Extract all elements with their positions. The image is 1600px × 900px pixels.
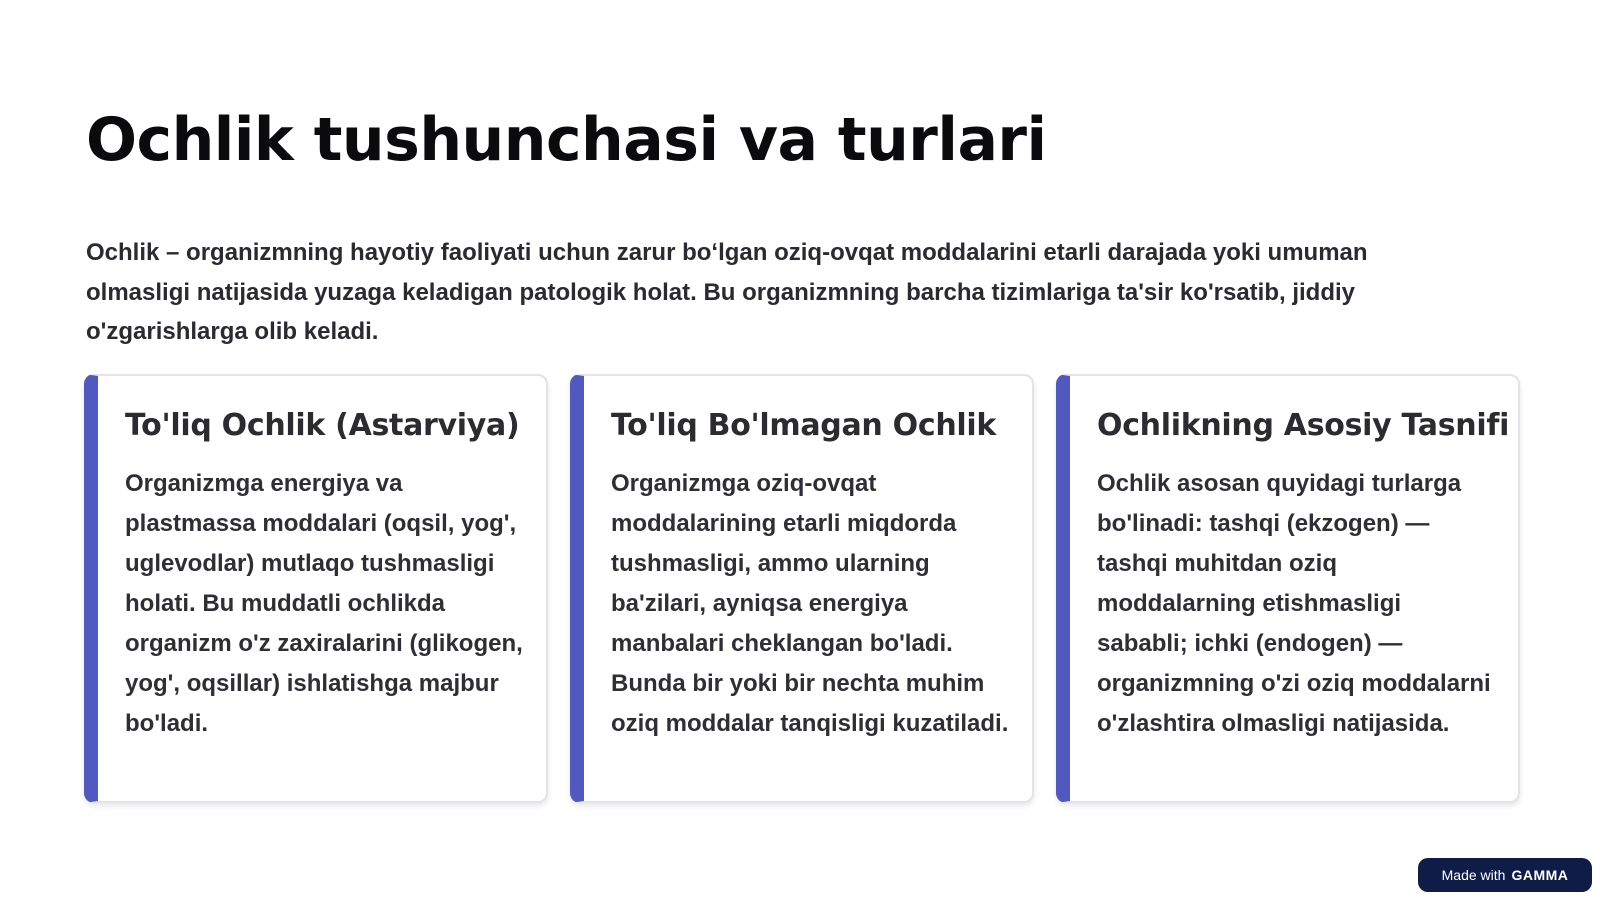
card-classification (1056, 374, 1520, 803)
card-body: Organizmga oziq-ovqat moddalarining etarli miqdorda tushmasligi, ammo ularning ba'zilari, ayniqsa energiya manbalari cheklangan bo'ladi. Bunda bir yoki bir nechta muhim oziq moddalar tanqisligi kuzatiladi. (611, 470, 1009, 737)
slide-title: Ochlik tushunchasi va turlari (86, 105, 1047, 175)
made-with-gamma-badge[interactable] (1418, 858, 1592, 892)
card-title: To'liq Ochlik (Astarviya) (125, 408, 520, 443)
card-body: Ochlik asosan quyidagi turlarga bo'linadi: tashqi (ekzogen) — tashqi muhitdan oziq moddalarning etishmasligi sababli; ichki (endogen) — organizmning o'zi oziq moddalarni o'zlashtira olmasligi natijasida. (1097, 470, 1491, 737)
gamma-logo: GAMMA (1511, 867, 1569, 883)
card-incomplete-starvation (570, 374, 1034, 803)
card-body: Organizmga energiya va plastmassa moddalari (oqsil, yog', uglevodlar) mutlaqo tushmasligi holati. Bu muddatli ochlikda organizm o'z zaxiralarini (glikogen, yog', oqsillar) ishlatishga majbur bo'ladi. (125, 470, 523, 737)
cards-row (84, 374, 1520, 803)
card-title: To'liq Bo'lmagan Ochlik (611, 408, 996, 443)
card-complete-starvation (84, 374, 548, 803)
badge-prefix: Made with (1441, 867, 1506, 883)
card-title: Ochlikning Asosiy Tasnifi (1097, 408, 1510, 443)
intro-paragraph: Ochlik – organizmning hayotiy faoliyati uchun zarur boʻlgan oziq-ovqat moddalarini etarli darajada yoki umuman olmasligi natijasida yuzaga keladigan patologik holat. Bu organizmning barcha tizimlariga ta'sir ko'rsatib, jiddiy o'zgarishlarga olib keladi. (86, 239, 1368, 345)
